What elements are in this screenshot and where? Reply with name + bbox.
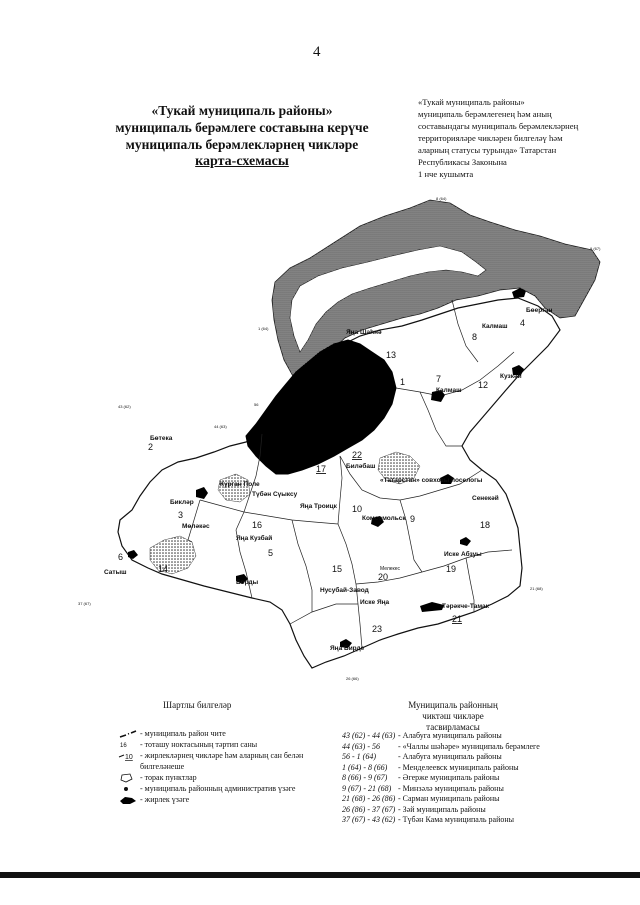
inventory-code: 21 (68) - 26 (86) [342, 794, 396, 803]
district-number-21: 21 [452, 614, 463, 624]
settlement-yana-troitsk: Яңа Троицк [300, 503, 337, 510]
district-number-icon [118, 751, 138, 761]
settlement-bikl: Бикләр [170, 499, 194, 506]
settlement-kurtan-poyle: Курган Поле [220, 481, 260, 488]
settlement-kuzbay-zavod: Нусубай-Завод [320, 587, 369, 594]
legend-item [118, 750, 328, 772]
district-number-13: 13 [386, 350, 397, 360]
legend-item [118, 772, 328, 783]
edge-code-sw: 37 (67) [78, 601, 91, 606]
svg-text:16: 16 [120, 743, 127, 749]
inventory-title-line-2: чиктәш чикләре тасвирламасы [422, 711, 484, 732]
legend-label: - тоташу ноктасының тәртип саны [140, 740, 258, 749]
settlement-mlenkaz: Мөләкәс [182, 523, 210, 530]
settlement-kalmash-center: Калмаш [436, 387, 462, 394]
inventory-row [342, 731, 582, 742]
inventory-text: - Алабуга муниципаль районы [398, 731, 502, 740]
legend-label: - муниципаль районның административ үзәге [140, 784, 296, 793]
legend-label: - торак пунктлар [140, 773, 197, 782]
legend-label: - муниципаль район чите [140, 729, 226, 738]
admin-center-icon [118, 784, 138, 794]
legend-item [118, 728, 328, 739]
inventory-code: 26 (86) - 37 (67) [342, 804, 396, 814]
inventory-code: 8 (66) - 9 (67) [342, 773, 388, 782]
inventory-text: - Зәй муниципаль районы [398, 804, 486, 814]
legend-item [118, 783, 328, 794]
settlement-yske-yana: Иске Яңа [360, 599, 390, 606]
title-line-1: «Тукай муниципаль районы» [151, 103, 333, 118]
title-line-3: муниципаль берәмлекләрнең чикләре [125, 137, 359, 152]
settlement-komsomolsk: Комсомольск [362, 515, 406, 522]
settlement-outline-icon [118, 773, 138, 783]
settlement-tatarstan-poselok: «Татарстан» совхозы поселогы [380, 477, 483, 484]
annex-line: 1 нче кушымта [418, 169, 474, 179]
legend-label: - жирлекләрнең чикләре һәм аларның сан белән билгеләнеше [140, 751, 304, 771]
district-number-6: 6 [118, 552, 124, 562]
district-number-2: 2 [148, 442, 154, 452]
settlement-bilebash: Биләбаш [346, 463, 376, 470]
district-number-8: 8 [472, 332, 478, 342]
district-number-22: 22 [352, 450, 363, 460]
district-number-7: 7 [436, 374, 442, 384]
inventory-row [342, 815, 582, 826]
edge-code-w1: 1 (64) [258, 326, 269, 331]
inventory-row [342, 794, 582, 805]
svg-text:10: 10 [125, 754, 133, 761]
inventory-row [342, 742, 582, 753]
settlement-borda: Борды [236, 579, 259, 586]
settlement-boergan: Бөерган [526, 307, 553, 314]
inventory-row [342, 752, 582, 763]
annex-line: составындагы муниципаль берәмлекләрнең [418, 121, 579, 131]
district-number-17: 17 [316, 464, 327, 474]
district-number-20: 20 [378, 572, 389, 582]
settlement-yana-kuzbay: Яңа Кузбай [236, 535, 273, 542]
district-number-16: 16 [252, 520, 263, 530]
settlement-tuben-suyk: Түбән Сүыксу [252, 491, 298, 498]
settlement-senekay: Сенекәй [472, 495, 499, 502]
district-number-14: 14 [158, 564, 169, 574]
edge-code-s: 26 (66) [346, 676, 359, 681]
inventory-text: - Минзәлә муниципаль районы [398, 783, 504, 793]
district-number-15: 15 [332, 564, 343, 574]
inventory-text: - Алабуга муниципаль районы [398, 752, 502, 761]
annex-line: муниципаль берәмлегенең һәм аның [418, 109, 552, 119]
inventory-title-line-1: Муниципаль районның [408, 700, 498, 710]
district-number-19: 19 [446, 564, 457, 574]
inventory-text: - Сарман муниципаль районы [398, 794, 500, 803]
annex-line: «Тукай муниципаль районы» [418, 97, 525, 107]
inventory-text: - «Чаллы шәһәре» муниципаль берәмлеге [398, 741, 540, 751]
district-number-4: 4 [520, 318, 526, 328]
inventory-row [342, 763, 582, 774]
district-number-23: 23 [372, 624, 383, 634]
district-number-3: 3 [178, 510, 184, 520]
inventory-code: 44 (63) - 56 [342, 741, 380, 751]
edge-code-e: 21 (68) [530, 586, 543, 591]
annex-line: Республикасы Законына [418, 157, 507, 167]
district-number-5: 5 [268, 548, 274, 558]
legend-item [118, 739, 328, 750]
district-number-9: 9 [410, 514, 416, 524]
district-number-12: 12 [478, 380, 489, 390]
settlement-kalmash-north: Калмаш [482, 323, 508, 330]
settlement-yana-shaln: Яңа Шаһнә [346, 329, 382, 336]
inventory-row [342, 784, 582, 795]
black-area-icon [118, 795, 138, 805]
settlement-biyurgan: Бөтека [150, 435, 173, 442]
bottom-rule [0, 872, 640, 878]
legend-item [118, 794, 328, 805]
district-number-18: 18 [480, 520, 491, 530]
title-line-2: муниципаль берәмлеге составына керүче [115, 120, 369, 135]
settlement-yske-abzy: Иске Абзуы [444, 551, 482, 558]
annex-line: территорияләре чикләрен билгеләү һәм [418, 133, 563, 143]
edge-code-w2: 43 (62) [118, 404, 131, 409]
inventory-code: 1 (64) - 8 (66) [342, 762, 388, 772]
node-number-icon [118, 740, 138, 750]
inventory-row [342, 773, 582, 784]
legend [118, 728, 328, 805]
edge-code-n2: 9 (67) [590, 246, 601, 251]
inventory-code: 37 (67) - 43 (62) [342, 815, 396, 824]
settlement-kuzkay: Кузкәй [500, 373, 522, 380]
boundary-inventory [342, 731, 582, 826]
inventory-row [342, 805, 582, 816]
legend-label: - жирлек үзәге [140, 795, 190, 804]
edge-code-w4: 56 [254, 402, 259, 407]
inventory-text: - Менделеевск муниципаль районы [398, 762, 519, 772]
inventory-code: 43 (62) - 44 (63) [342, 731, 396, 740]
annex-line: аларның статусы турында» Татарстан [418, 145, 557, 155]
inventory-title [398, 700, 508, 733]
inventory-text: - Әгерже муниципаль районы [398, 773, 500, 782]
settlement-satk: Сатыш [104, 569, 127, 576]
district-number-1: 1 [400, 377, 406, 387]
edge-code-n1: 8 (64) [436, 196, 447, 201]
inventory-code: 9 (67) - 21 (68) [342, 783, 392, 793]
legend-title: Шартлы билгеләр [163, 700, 232, 710]
settlement-melekes: Мелекес [380, 566, 401, 572]
dash-dot-border-icon [118, 729, 138, 739]
settlement-yana-birde: Яңа Бирде [330, 645, 365, 652]
district-number-10: 10 [352, 504, 363, 514]
inventory-text: - Түбән Кама муниципаль районы [398, 815, 515, 824]
edge-code-w3: 44 (63) [214, 424, 227, 429]
page-number: 4 [313, 44, 321, 60]
title-line-4: карта-схемасы [195, 154, 289, 169]
inventory-code: 56 - 1 (64) [342, 752, 376, 761]
settlement-tenenche-tamak: Тәрәкче-Тамак [442, 603, 489, 610]
